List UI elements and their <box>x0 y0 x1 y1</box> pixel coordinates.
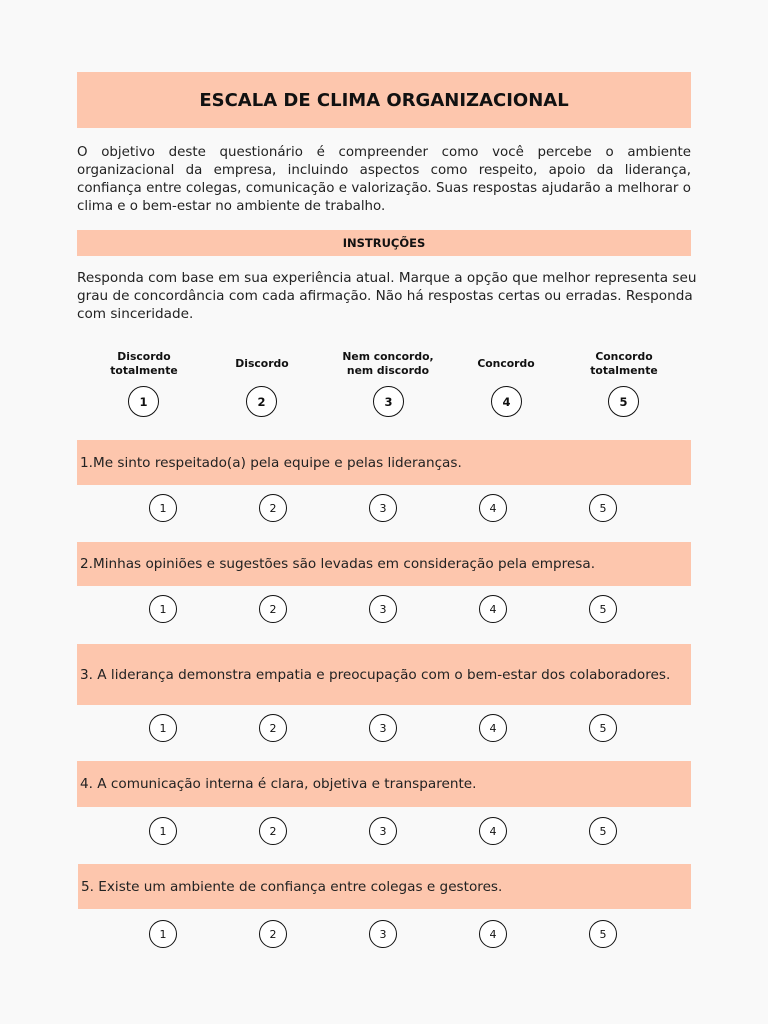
q5-option-1[interactable]: 1 <box>149 920 177 948</box>
q1-option-2[interactable]: 2 <box>259 494 287 522</box>
question-5-text: 5. Existe um ambiente de confiança entre colegas e gestores. <box>81 878 503 895</box>
q2-option-5[interactable]: 5 <box>589 595 617 623</box>
question-5-band <box>78 864 691 909</box>
question-1-band <box>77 440 691 485</box>
instructions-heading-band <box>77 230 691 256</box>
question-2-band <box>77 542 691 586</box>
question-2-text: 2.Minhas opiniões e sugestões são levadas em consideração pela empresa. <box>80 556 596 572</box>
scale-circle-4: 4 <box>491 386 522 417</box>
q3-option-2[interactable]: 2 <box>259 714 287 742</box>
question-3-band <box>77 644 691 705</box>
scale-label-4: Concordo <box>477 357 535 370</box>
q2-option-3[interactable]: 3 <box>369 595 397 623</box>
question-3-text: 3. A liderança demonstra empatia e preocupação com o bem-estar dos colaboradores. <box>80 666 671 683</box>
q4-option-4[interactable]: 4 <box>479 817 507 845</box>
q5-option-3[interactable]: 3 <box>369 920 397 948</box>
scale-label-2: Discordo <box>235 357 289 370</box>
scale-circle-3: 3 <box>373 386 404 417</box>
page-title-band <box>77 72 691 128</box>
q2-option-1[interactable]: 1 <box>149 595 177 623</box>
q2-option-2[interactable]: 2 <box>259 595 287 623</box>
scale-label-5: Concordo totalmente <box>590 350 658 377</box>
question-4-band <box>77 761 691 807</box>
intro-paragraph: O objetivo deste questionário é compreender como você percebe o ambiente organizacional da empresa, incluindo aspectos como respeito, apoio da liderança, confiança entre colegas, comunicação e valorização. Suas respostas ajudarão a melhorar o clima e o bem-estar no ambiente de trabalho. <box>77 145 691 214</box>
q4-option-2[interactable]: 2 <box>259 817 287 845</box>
scale-circle-5: 5 <box>608 386 639 417</box>
question-1-text: 1.Me sinto respeitado(a) pela equipe e pelas lideranças. <box>80 454 462 471</box>
question-4-text: 4. A comunicação interna é clara, objetiva e transparente. <box>80 776 477 792</box>
q4-option-3[interactable]: 3 <box>369 817 397 845</box>
page-title: ESCALA DE CLIMA ORGANIZACIONAL <box>199 89 569 111</box>
q5-option-2[interactable]: 2 <box>259 920 287 948</box>
scale-circle-1: 1 <box>128 386 159 417</box>
q4-option-1[interactable]: 1 <box>149 817 177 845</box>
q3-option-3[interactable]: 3 <box>369 714 397 742</box>
q1-option-4[interactable]: 4 <box>479 494 507 522</box>
q3-option-4[interactable]: 4 <box>479 714 507 742</box>
q2-option-4[interactable]: 4 <box>479 595 507 623</box>
scale-label-1: Discordo totalmente <box>110 350 178 377</box>
q4-option-5[interactable]: 5 <box>589 817 617 845</box>
q3-option-5[interactable]: 5 <box>589 714 617 742</box>
q5-option-4[interactable]: 4 <box>479 920 507 948</box>
q1-option-5[interactable]: 5 <box>589 494 617 522</box>
instructions-heading: INSTRUÇÕES <box>342 236 426 250</box>
scale-circle-2: 2 <box>246 386 277 417</box>
q3-option-1[interactable]: 1 <box>149 714 177 742</box>
q5-option-5[interactable]: 5 <box>589 920 617 948</box>
scale-label-3: Nem concordo, nem discordo <box>342 350 434 377</box>
instructions-text: Responda com base em sua experiência atual. Marque a opção que melhor representa seu grau de concordância com cada afirmação. Não há respostas certas ou erradas. Responda com sinceridade. <box>77 270 697 322</box>
q1-option-1[interactable]: 1 <box>149 494 177 522</box>
q1-option-3[interactable]: 3 <box>369 494 397 522</box>
